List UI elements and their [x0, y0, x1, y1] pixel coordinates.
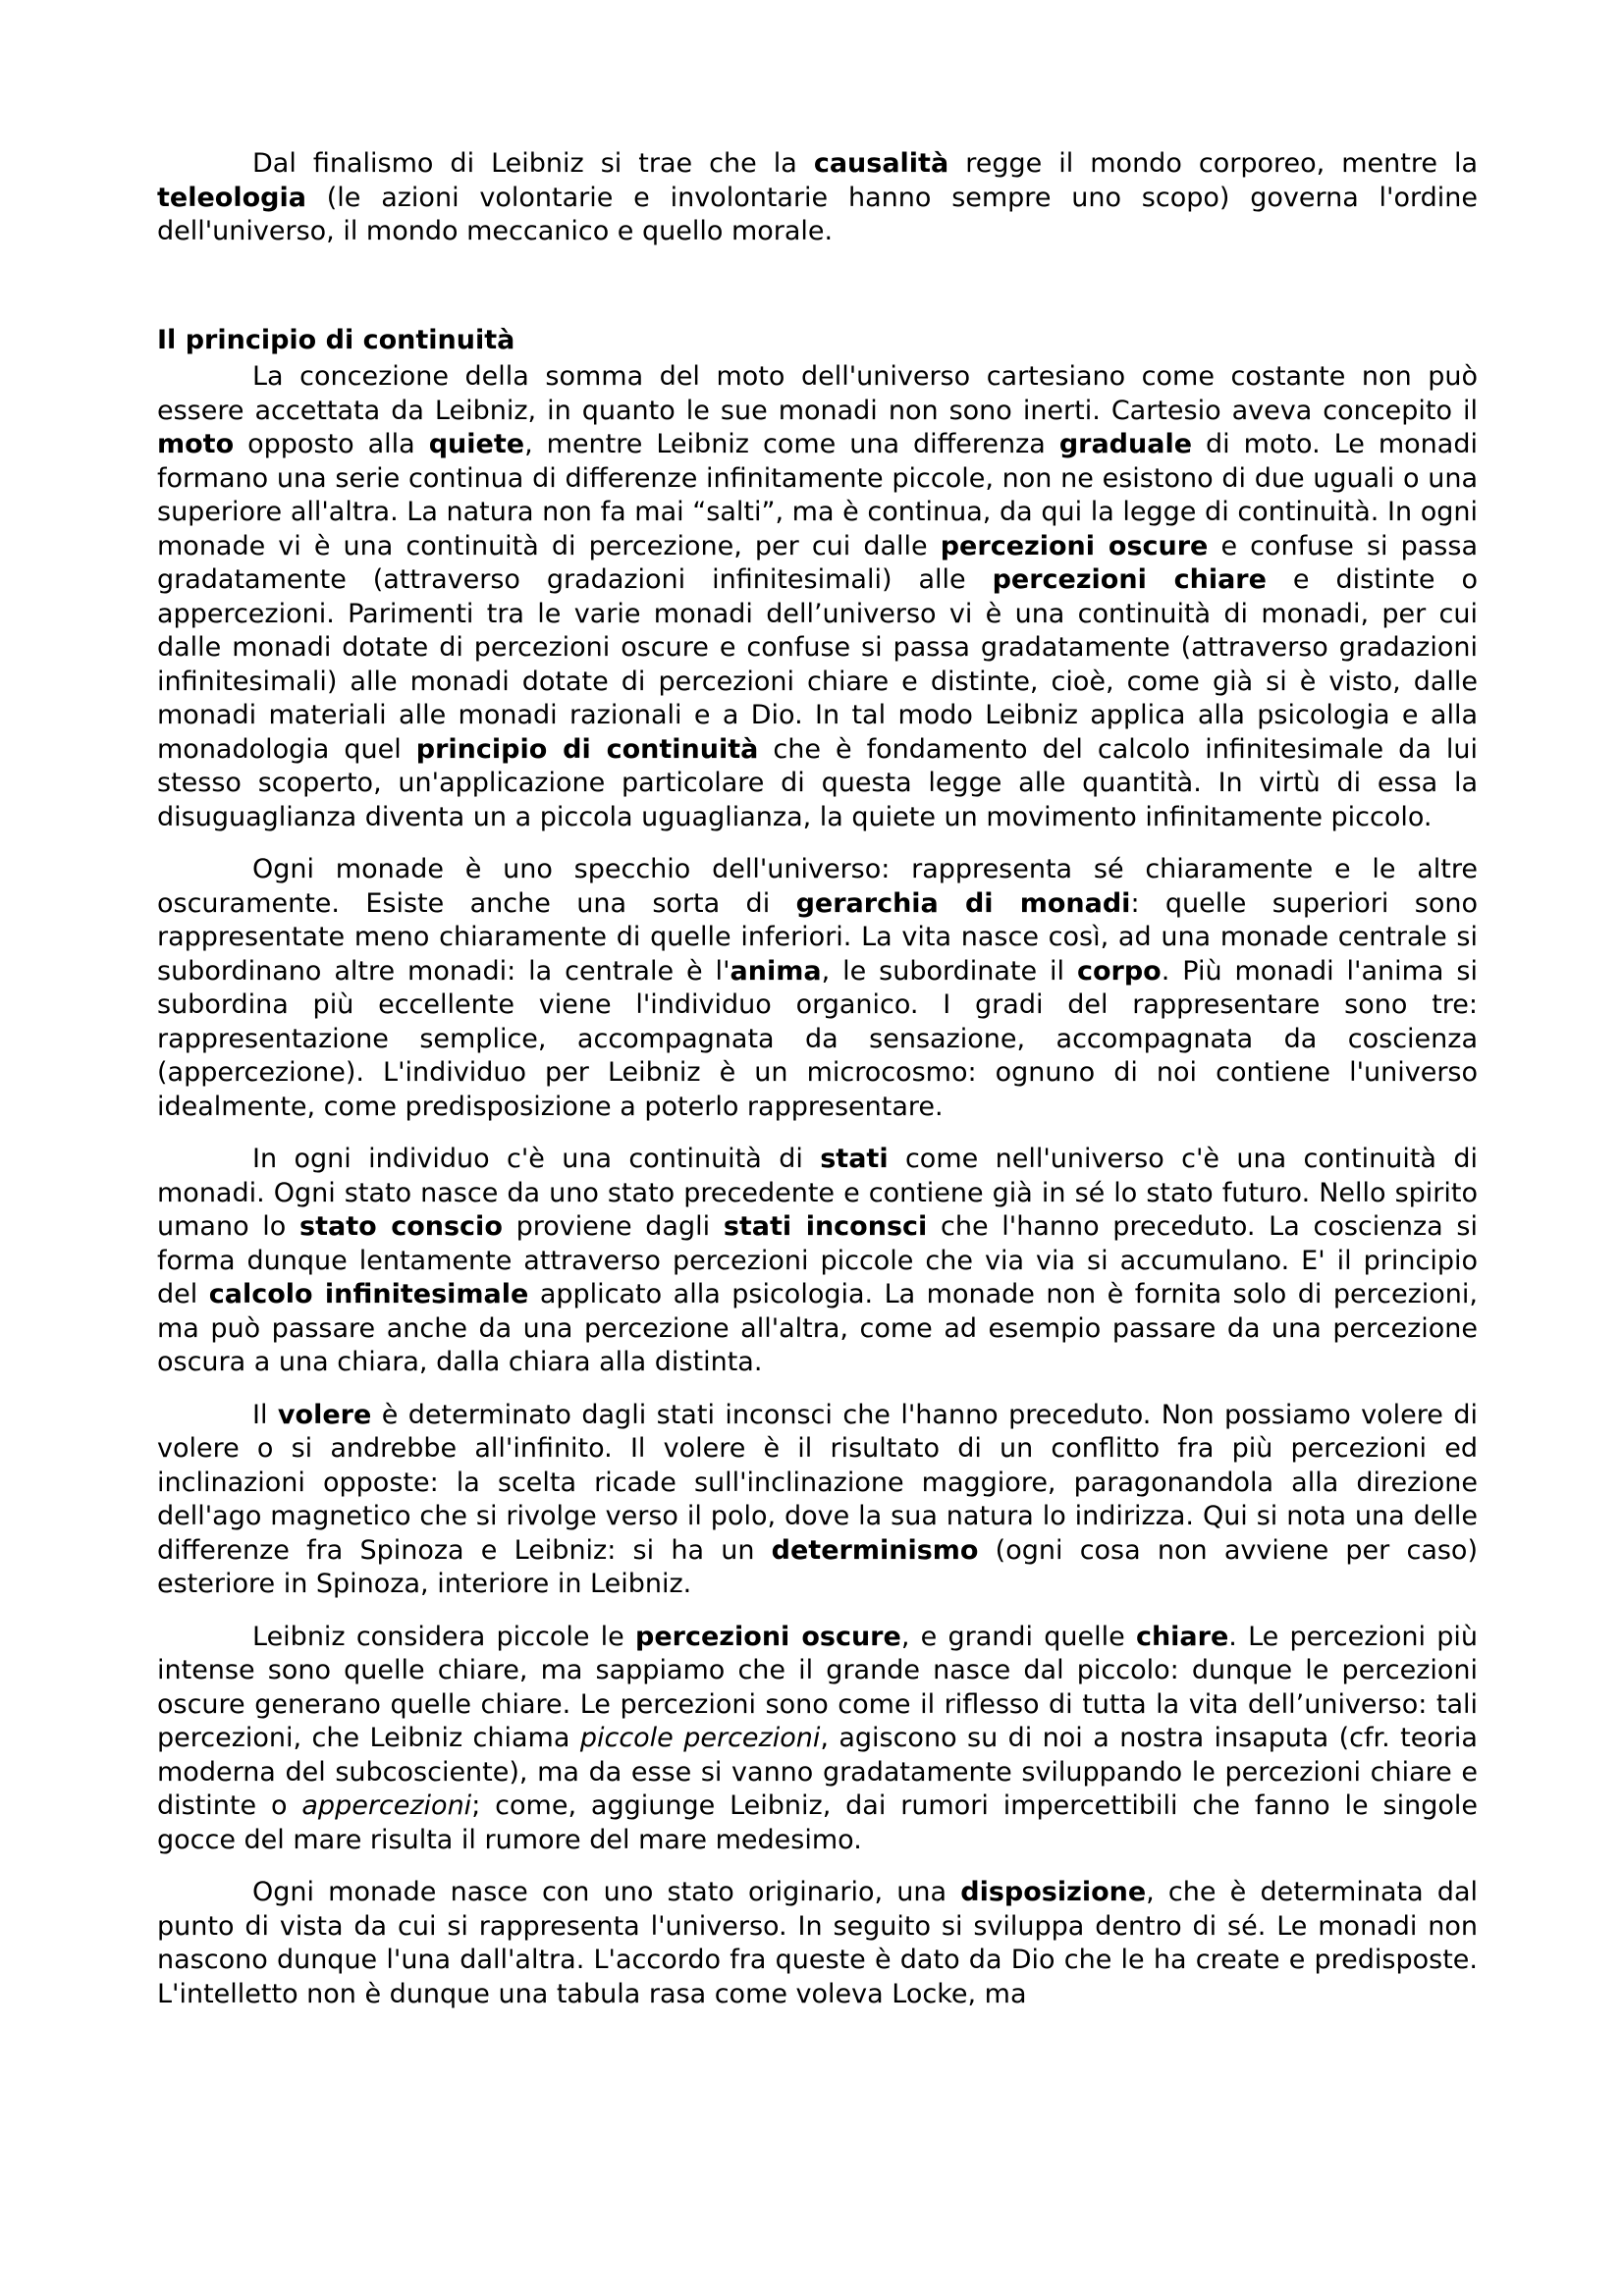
- page-content: [157, 147, 1478, 2030]
- paragraph-will: Il volere è determinato dagli stati inconsci che l'hanno preceduto. Non possiamo volere di volere o si andrebbe all'infinito. Il volere è il risultato di un conflitto fra più percezioni ed inclinazioni opposte: la scelta ricade sull'inclinazione maggiore, paragonandola alla direzione dell'ago magnetico che si rivolge verso il polo, dove la sua natura lo indirizza. Qui si nota una delle differenze fra Spinoza e Leibniz: si ha un determinismo (ogni cosa non avviene per caso) esteriore in Spinoza, interiore in Leibniz.: [157, 1399, 1478, 1599]
- bold-term: graduale: [1058, 429, 1193, 459]
- bold-term: gerarchia di monadi: [795, 887, 1131, 919]
- bold-term: teleologia: [157, 182, 306, 213]
- bold-term: calcolo infinitesimale: [208, 1279, 529, 1309]
- bold-term: causalità: [813, 148, 949, 179]
- bold-term: disposizione: [960, 1877, 1147, 1907]
- paragraph-continuity: La concezione della somma del moto dell'universo cartesiano come costante non può essere accettata da Leibniz, in quanto le sue monadi non sono inerti. Cartesio aveva concepito il moto opposto alla quiete, mentre Leibniz come una differenza graduale di moto. Le monadi formano una serie continua di differenze infinitamente piccole, non ne esistono di due uguali o una superiore all'altra. La natura non fa mai “salti”, ma è continua, da qui la legge di continuità. In ogni monade vi è una continuità di percezione, per cui dalle percezioni oscure e confuse si passa gradatamente (attraverso gradazioni infinitesimali) alle percezioni chiare e distinte o appercezioni. Parimenti tra le varie monadi dell’universo vi è una continuità di monadi, per cui dalle monadi dotate di percezioni oscure e confuse si passa gradatamente (attraverso gradazioni infinitesimali) alle monadi dotate di percezioni chiare e distinte, cioè, come già si è visto, dalle monadi materiali alle monadi razionali e a Dio. In tal modo Leibniz applica alla psicologia e alla monadologia quel principio di continuità che è fondamento del calcolo infinitesimale da lui stesso scoperto, un'applicazione particolare di questa legge alle quantità. In virtù di essa la disuguaglianza diventa un a piccola uguaglianza, la quiete un movimento infinitamente piccolo.: [157, 361, 1479, 832]
- bold-term: corpo: [1076, 955, 1162, 987]
- bold-term: principio di continuità: [415, 733, 759, 765]
- bold-term: percezioni chiare: [992, 564, 1267, 595]
- italic-term: piccole percezioni: [579, 1723, 821, 1753]
- bold-term: anima: [730, 955, 822, 987]
- bold-term: determinismo: [771, 1534, 979, 1566]
- bold-term: volere: [277, 1399, 372, 1430]
- section-heading: Il principio di continuità: [157, 324, 515, 355]
- bold-term: chiare: [1135, 1621, 1229, 1652]
- bold-term: stati inconsci: [723, 1211, 928, 1242]
- bold-term: percezioni oscure: [635, 1621, 901, 1652]
- paragraph-states: In ogni individuo c'è una continuità di stati come nell'universo c'è una continuità di monadi. Ogni stato nasce da uno stato precedente e contiene già in sé lo stato futuro. Nello spirito umano lo stato conscio proviene dagli stati inconsci che l'hanno preceduto. La coscienza si forma dunque lentamente attraverso percezioni piccole che via via si accumulano. E' il principio del calcolo infinitesimale applicato alla psicologia. La monade non è fornita solo di percezioni, ma può passare anche da una percezione all'altra, come ad esempio passare da una percezione oscura a una chiara, dalla chiara alla distinta.: [157, 1144, 1478, 1377]
- intro-paragraph: Dal finalismo di Leibniz si trae che la causalità regge il mondo corporeo, mentre la teleologia (le azioni volontarie e involontarie hanno sempre uno scopo) governa l'ordine dell'universo, il mondo meccanico e quello morale.: [157, 148, 1479, 246]
- italic-term: appercezioni: [301, 1790, 472, 1821]
- bold-term: stato conscio: [299, 1211, 503, 1242]
- paragraph-perceptions: Leibniz considera piccole le percezioni oscure, e grandi quelle chiare. Le percezioni più intense sono quelle chiare, ma sappiamo che il grande nasce dal piccolo: dunque le percezioni oscure generano quelle chiare. Le percezioni sono come il riflesso di tutta la vita dell’universo: tali percezioni, che Leibniz chiama piccole percezioni, agiscono su di noi a nostra insaputa (cfr. teoria moderna del subcosciente), ma da esse si vanno gradatamente sviluppando le percezioni chiare e distinte o appercezioni; come, aggiunge Leibniz, dai rumori impercettibili che fanno le singole gocce del mare risulta il rumore del mare medesimo.: [157, 1621, 1478, 1855]
- bold-term: moto: [157, 429, 235, 459]
- paragraph-mirror: Ogni monade è uno specchio dell'universo: rappresenta sé chiaramente e le altre oscuramente. Esiste anche una sorta di gerarchia di monadi: quelle superiori sono rappresentate meno chiaramente di quelle inferiori. La vita nasce così, ad una monade centrale si subordinano altre monadi: la centrale è l'anima, le subordinate il corpo. Più monadi l'anima si subordina più eccellente viene l'individuo organico. I gradi del rappresentare sono tre: rappresentazione semplice, accompagnata da sensazione, accompagnata da coscienza (appercezione). L'individuo per Leibniz è un microcosmo: ognuno di noi contiene l'universo idealmente, come predisposizione a poterlo rappresentare.: [157, 854, 1478, 1122]
- bold-term: stati: [820, 1144, 889, 1174]
- bold-term: percezioni oscure: [940, 530, 1209, 561]
- bold-term: quiete: [428, 429, 525, 459]
- paragraph-disposition: Ogni monade nasce con uno stato originario, una disposizione, che è determinata dal punto di vista da cui si rappresenta l'universo. In seguito si sviluppa dentro di sé. Le monadi non nascono dunque l'una dall'altra. L'accordo fra queste è dato da Dio che le ha create e predisposte. L'intelletto non è dunque una tabula rasa come voleva Locke, ma: [157, 1877, 1478, 2009]
